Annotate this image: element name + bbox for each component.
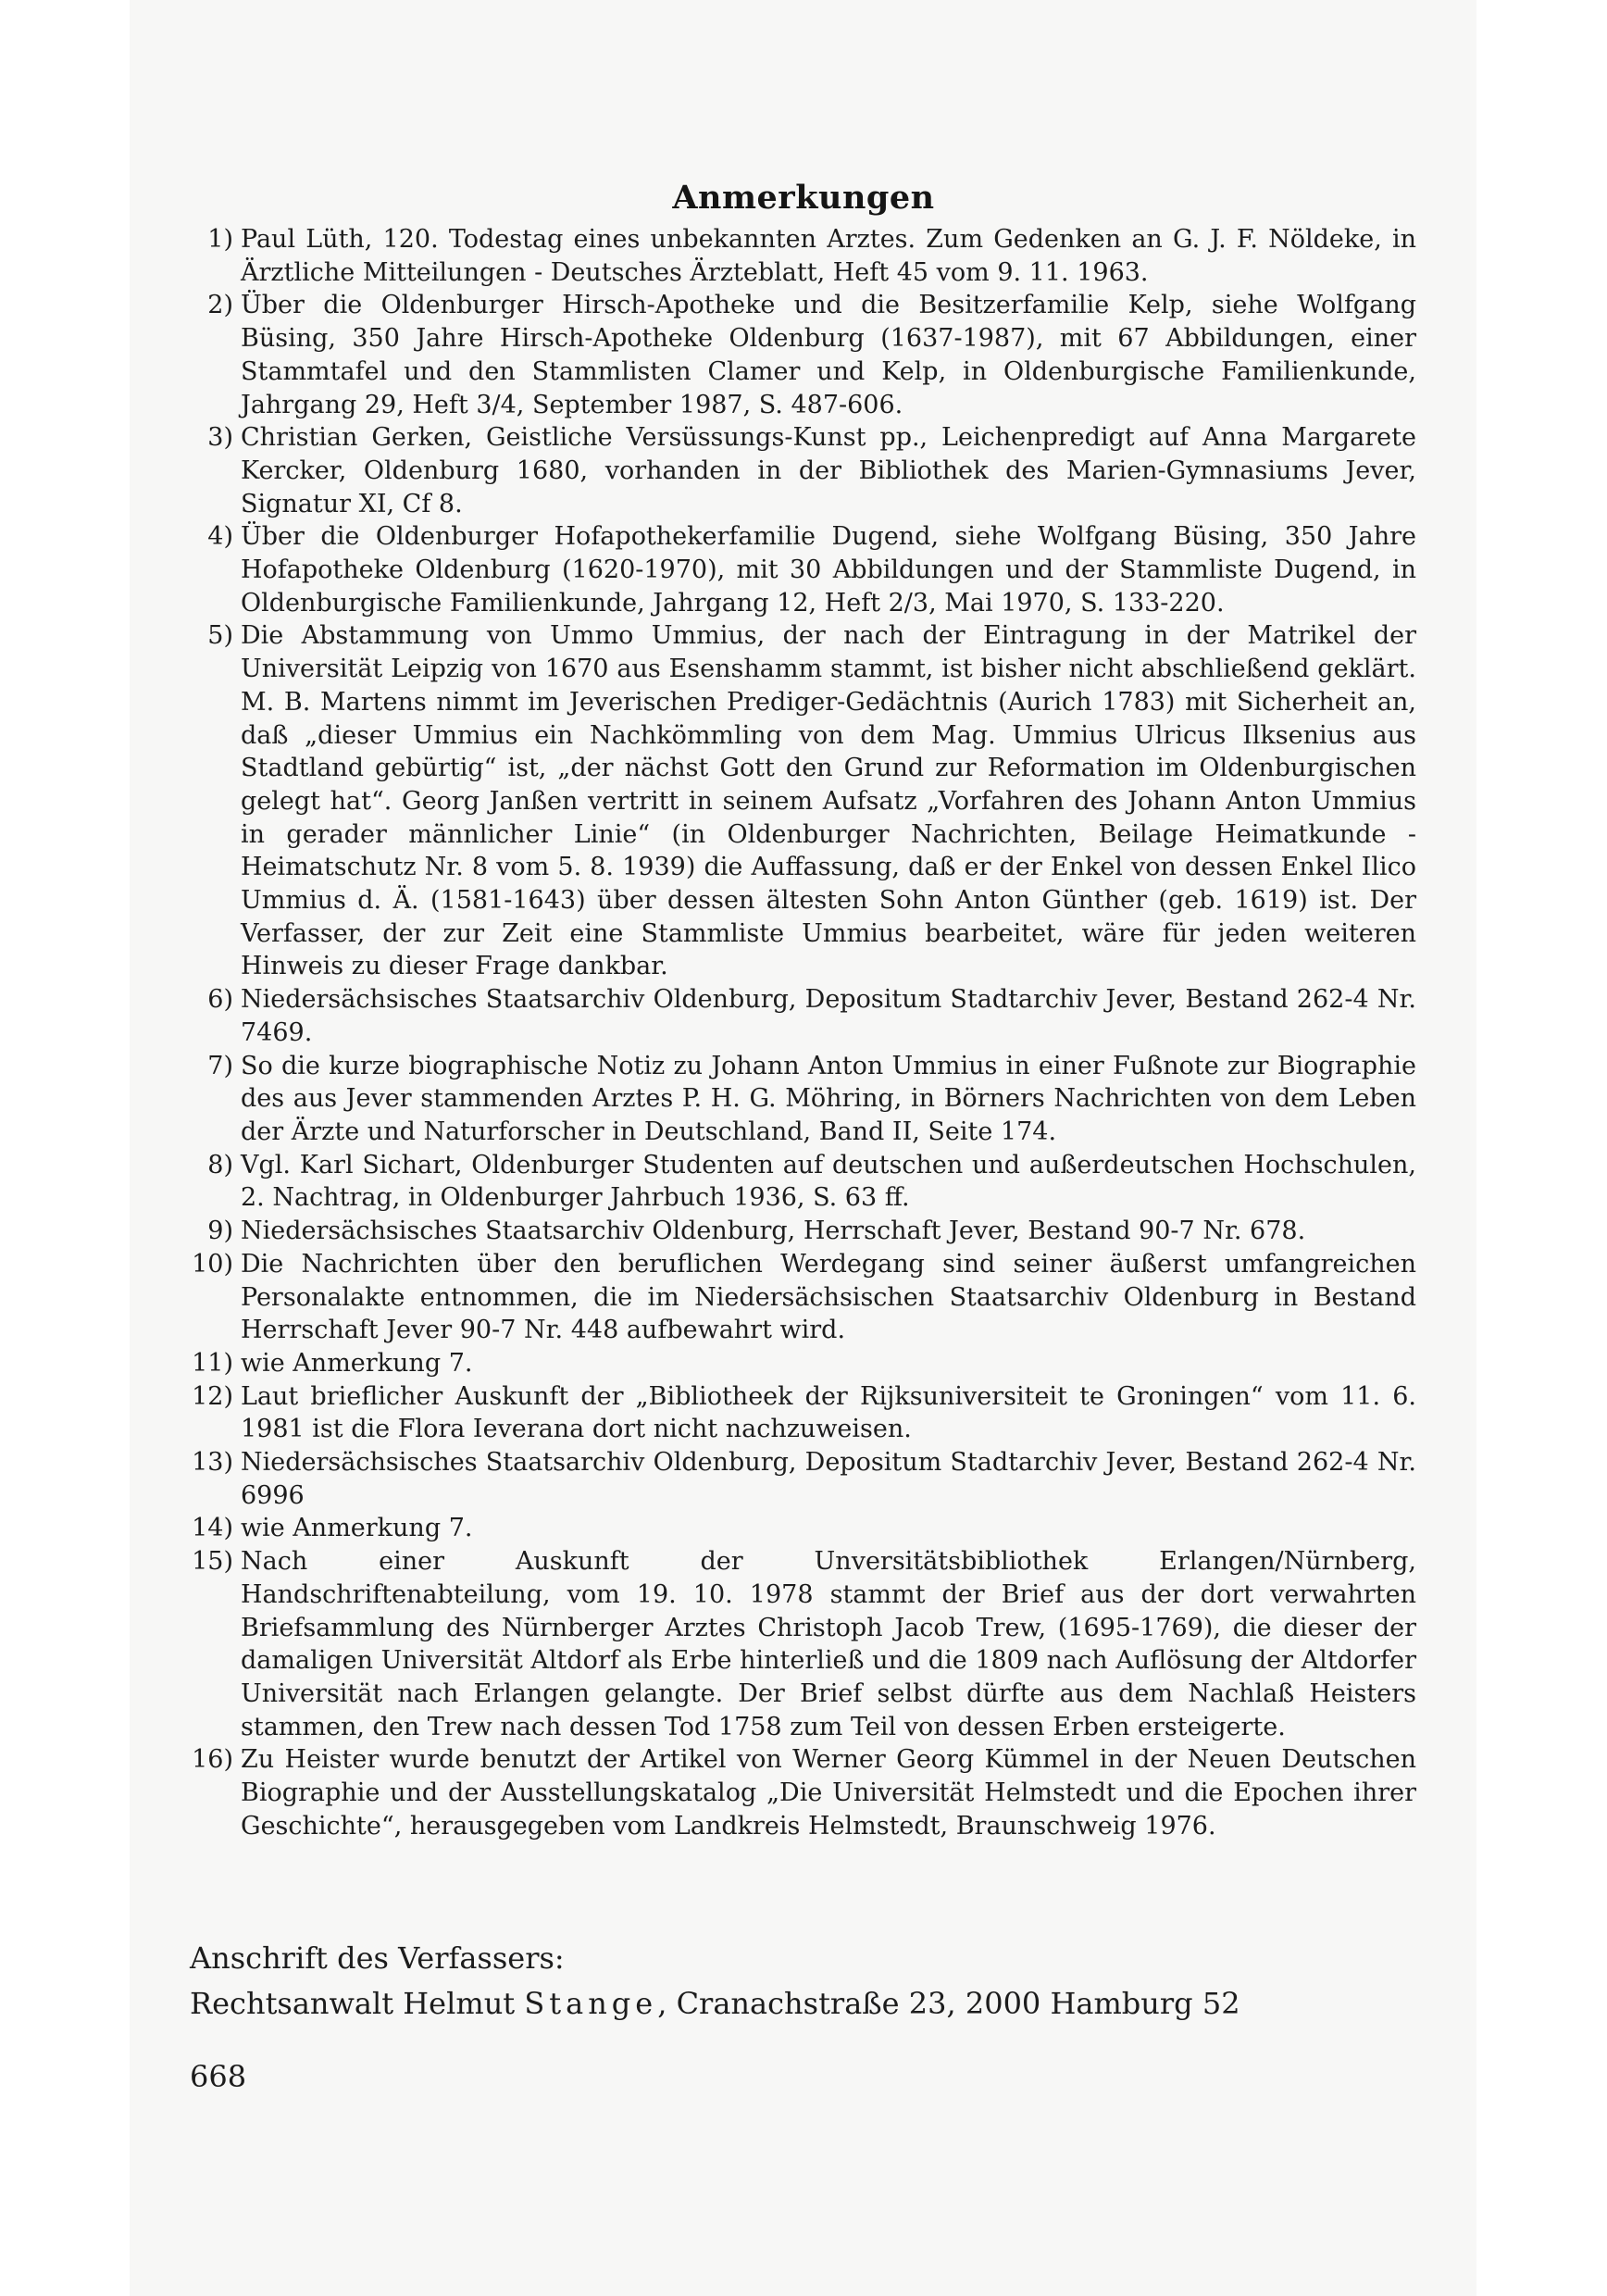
endnote-item [183,1743,1416,1842]
endnote-number: 2) [207,291,233,320]
endnote-text: Christian Gerken, Geistliche Versüssungs-Kunst pp., Leichenpredigt auf Anna Margarete Kercker, Oldenburg 1680, vorhanden in der Bibliothek des Marien-Gymnasiums Jever, Signatur XI, Cf 8. [241,423,1416,518]
endnote-text: Niedersächsisches Staatsarchiv Oldenburg, Depositum Stadtarchiv Jever, Bestand 262-4 Nr. 7469. [241,985,1416,1047]
endnote-number: 12) [192,1381,233,1411]
endnote-item [183,1149,1416,1215]
endnote-item [183,1050,1416,1149]
address-line [190,1981,1240,2027]
endnote-text: Niedersächsisches Staatsarchiv Oldenburg, Depositum Stadtarchiv Jever, Bestand 262-4 Nr. 6996 [241,1448,1416,1510]
endnote-item [183,1215,1416,1248]
address-prefix: Rechtsanwalt Helmut [190,1986,525,2021]
endnote-text: Niedersächsisches Staatsarchiv Oldenburg, Herrschaft Jever, Bestand 90-7 Nr. 678. [241,1217,1306,1246]
endnote-item [183,619,1416,983]
endnote-item [183,223,1416,289]
endnote-text: Über die Oldenburger Hirsch-Apotheke und die Besitzerfamilie Kelp, siehe Wolfgang Büsing, 350 Jahre Hirsch-Apotheke Oldenburg (1637-1987), mit 67 Abbildungen, einer Stammtafel und den Stammlisten Clamer und Kelp, in Oldenburgische Familienkunde, Jahrgang 29, Heft 3/4, September 1987, S. 487-606. [241,291,1416,419]
endnote-item [183,1446,1416,1512]
endnote-item [183,1248,1416,1347]
endnote-number: 13) [192,1448,233,1478]
endnote-number: 6) [207,985,233,1015]
endnote-number: 8) [207,1150,233,1179]
endnote-text: wie Anmerkung 7. [241,1348,473,1378]
endnote-item [183,289,1416,421]
endnote-text: Zu Heister wurde benutzt der Artikel von Werner Georg Kümmel in der Neuen Deutschen Biographie und der Ausstellungskatalog „Die Universität Helmstedt und die Epochen ihrer Geschichte“, herausgegeben vom Landkreis Helmstedt, Braunschweig 1976. [241,1745,1416,1841]
endnote-text: wie Anmerkung 7. [241,1514,473,1543]
endnote-number: 11) [192,1348,233,1378]
endnote-item [183,421,1416,520]
endnote-item [183,1380,1416,1446]
endnote-number: 4) [207,522,233,552]
endnote-item [183,1512,1416,1545]
endnotes-list [183,223,1416,1842]
address-label: Anschrift des Verfassers: [190,1940,565,1976]
page-number: 668 [190,2059,247,2094]
page-title: Anmerkungen [672,179,935,218]
endnote-item [183,983,1416,1049]
endnote-number: 5) [207,621,233,651]
address-suffix: , Cranachstraße 23, 2000 Hamburg 52 [657,1986,1240,2021]
endnote-text: So die kurze biographische Notiz zu Johann Anton Ummius in einer Fußnote zur Biographie des aus Jever stammenden Arztes P. H. G. Möhring, in Börners Nachrichten von dem Leben der Ärzte und Naturforscher in Deutschland, Band II, Seite 174. [241,1051,1416,1146]
endnote-item [183,1545,1416,1743]
endnote-number: 14) [192,1514,233,1543]
endnote-number: 7) [207,1051,233,1080]
endnote-text: Paul Lüth, 120. Todestag eines unbekannten Arztes. Zum Gedenken an G. J. F. Nöldeke, in Ärztliche Mitteilungen - Deutsches Ärzteblatt, Heft 45 vom 9. 11. 1963. [241,225,1416,287]
author-address [190,1936,1240,2027]
endnote-number: 9) [207,1217,233,1246]
endnote-number: 15) [192,1547,233,1577]
endnote-text: Vgl. Karl Sichart, Oldenburger Studenten auf deutschen und außerdeutschen Hochschulen, 2. Nachtrag, in Oldenburger Jahrbuch 1936, S. 63 ff. [241,1150,1416,1213]
endnote-number: 1) [207,225,233,254]
endnote-number: 10) [192,1249,233,1279]
endnote-item [183,1347,1416,1380]
endnote-number: 16) [192,1745,233,1775]
endnote-item [183,520,1416,619]
endnote-text: Die Nachrichten über den beruflichen Werdegang sind seiner äußerst umfangreichen Personalakte entnommen, die im Niedersächsischen Staatsarchiv Oldenburg in Bestand Herrschaft Jever 90-7 Nr. 448 aufbewahrt wird. [241,1249,1416,1345]
endnote-text: Über die Oldenburger Hofapothekerfamilie Dugend, siehe Wolfgang Büsing, 350 Jahre Hofapotheke Oldenburg (1620-1970), mit 30 Abbildungen und der Stammliste Dugend, in Oldenburgische Familienkunde, Jahrgang 12, Heft 2/3, Mai 1970, S. 133-220. [241,522,1416,618]
endnote-number: 3) [207,423,233,453]
address-surname: Stange [524,1986,658,2021]
endnote-text: Die Abstammung von Ummo Ummius, der nach der Eintragung in der Matrikel der Universität Leipzig von 1670 aus Esenshamm stammt, ist bisher nicht abschließend geklärt. M. B. Martens nimmt im Jeverischen Prediger-Gedächtnis (Aurich 1783) mit Sicherheit an, daß „dieser Ummius ein Nachkömmling von dem Mag. Ummius Ulricus Ilksenius aus Stadtland gebürtig“ ist, „der nächst Gott den Grund zur Reformation im Oldenburgischen gelegt hat“. Georg Janßen vertritt in seinem Aufsatz „Vorfahren des Johann Anton Ummius in gerader männlicher Linie“ (in Oldenburger Nachrichten, Beilage Heimatkunde - Heimatschutz Nr. 8 vom 5. 8. 1939) die Auffassung, daß er der Enkel von dessen Enkel Ilico Ummius d. Ä. (1581-1643) über dessen ältesten Sohn Anton Günther (geb. 1619) ist. Der Verfasser, der zur Zeit eine Stammliste Ummius bearbeitet, wäre für jeden weiteren Hinweis zu dieser Frage dankbar. [241,621,1416,981]
endnote-text: Laut brieflicher Auskunft der „Bibliotheek der Rijksuniversiteit te Groningen“ vom 11. 6. 1981 ist die Flora Ieverana dort nicht nachzuweisen. [241,1381,1416,1444]
endnote-text: Nach einer Auskunft der Unversitätsbibliothek Erlangen/Nürnberg, Handschriftenabteilung, vom 19. 10. 1978 stammt der Brief aus der dort verwahrten Briefsammlung des Nürnberger Arztes Christoph Jacob Trew, (1695-1769), die dieser der damaligen Universität Altdorf als Erbe hinterließ und die 1809 nach Auflösung der Altdorfer Universität nach Erlangen gelangte. Der Brief selbst dürfte aus dem Nachlaß Heisters stammen, den Trew nach dessen Tod 1758 zum Teil von dessen Erben ersteigerte. [241,1547,1416,1741]
